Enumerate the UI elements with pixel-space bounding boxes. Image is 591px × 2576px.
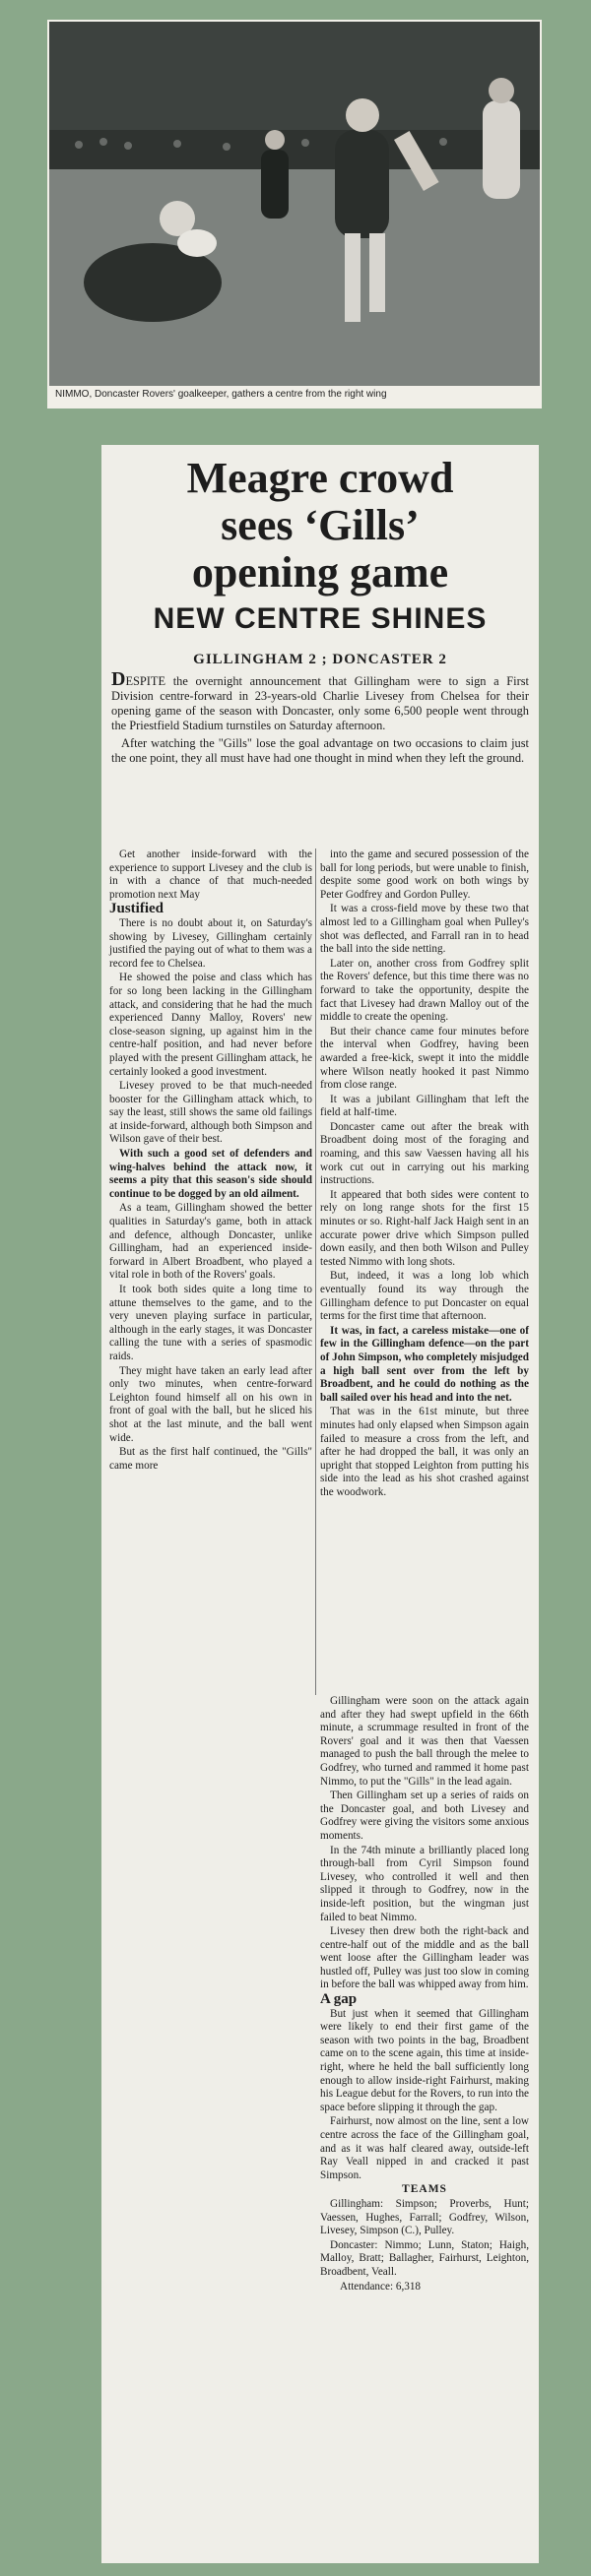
continuation-column: [320, 1695, 529, 2294]
drop-cap: D: [111, 668, 126, 690]
headline-line-1: Meagre crowd: [186, 454, 454, 502]
left-column-paragraph: As a team, Gillingham showed the better qualities in Saturday's game, both in attack and defence, although Doncaster, unlike Gillingham, had an experienced inside-forward in Albert Broadbent, who played a vital role in both of the Rovers' goals.: [109, 1202, 312, 1282]
right-column-paragraph: Later on, another cross from Godfrey split the Rovers' defence, but this time there was no forward to take the opportunity, despite the fact that Livesey had drawn Malloy out of the middle to create the opening.: [320, 957, 529, 1024]
teams-doncaster: Doncaster: Nimmo; Lunn, Staton; Haigh, Malloy, Bratt; Ballagher, Fairhurst, Leighton, Broadbent, Veall.: [320, 2238, 529, 2278]
continuation-paragraph: Livesey then drew both the right-back and centre-half out of the middle and as the ball went loose after the Gillingham leader was hustled off, Pulley was just too slow in coming in before the ball was whipped away from him.: [320, 1925, 529, 1991]
attendance: Attendance: 6,318: [340, 2280, 422, 2293]
right-column-paragraph: It was a jubilant Gillingham that left the field at half-time.: [320, 1093, 529, 1119]
intro-paragraph-1: DESPITE the overnight announcement that Gillingham were to sign a First Division centre-forward in 23-years-old Charlie Livesey from Chelsea for their opening game of the season with Doncaster, only some 6,500 people went through the Priestfield Stadium turnstiles on Saturday afternoon.: [111, 668, 529, 732]
teams-heading: TEAMS: [402, 2183, 447, 2196]
left-column-subhead: Justified: [109, 901, 164, 917]
right-column-paragraph: Doncaster came out after the break with Broadbent doing most of the foraging and roaming, and this saw Vaessen having all his work cut out in carrying out his marking instructions.: [320, 1120, 529, 1187]
newspaper-clipping: [101, 445, 539, 2563]
left-column-paragraph: With such a good set of defenders and wing-halves behind the attack now, it seems a pity that this season's side should continue to be dogged by an old ailment.: [109, 1148, 312, 1200]
left-column: [109, 848, 312, 1474]
right-column-paragraph: It was, in fact, a careless mistake—one of few in the Gillingham defence—on the part of John Simpson, who completely misjudged a high ball sent over from the left by Broadbent, and he could do nothing as the ball sailed over his head and into the net.: [320, 1324, 529, 1404]
left-column-paragraph: It took both sides quite a long time to attune themselves to the game, and to the very uneven playing surface in particular, although in the early stages, it was Doncaster calling the tune with a series of spasmodic raids.: [109, 1284, 312, 1362]
headline-line-2: sees ‘Gills’: [221, 501, 420, 549]
match-photo-illustration: [49, 22, 540, 386]
column-divider: [315, 848, 316, 1695]
continuation-paragraph: Gillingham were soon on the attack again and after they had swept upfield in the 66th minute, a scrummage resulted in front of the Rovers' goal and it was then that Vaessen managed to push the ball through the melee to Godfrey, who turned and rammed it home past Nimmo, to put the "Gills" in the lead again.: [320, 1695, 529, 1788]
right-column-paragraph: That was in the 61st minute, but three minutes had only elapsed when Simpson again failed to measure a cross from the left, and after he had dropped the ball, it was only an upright that stopped Leighton from putting his side into the lead as his shot crashed against the woodwork.: [320, 1406, 529, 1498]
right-column-paragraph: But their chance came four minutes before the interval when Godfrey, having been awarded a free-kick, swept it into the middle where Wilson neatly hooked it past Nimmo from close range.: [320, 1025, 529, 1092]
left-column-paragraph: They might have taken an early lead after only two minutes, when centre-forward Leighton found himself all on his own in front of goal with the ball, but he sliced his shot at the last minute, and the ball went wide.: [109, 1364, 312, 1444]
left-column-paragraph: Livesey proved to be that much-needed booster for the Gillingham attack which, to say the least, still shows the same old failings at inside-forward, although both Simpson and Wilson gave of their best.: [109, 1080, 312, 1146]
right-column: [320, 848, 529, 1501]
photo-frame: [47, 20, 542, 408]
left-column-paragraph: But as the first half continued, the "Gills" came more: [109, 1446, 312, 1472]
continuation-paragraph: Then Gillingham set up a series of raids on the Doncaster goal, and both Livesey and Godfrey were giving the visitors some anxious moments.: [320, 1790, 529, 1842]
headline-line-3: opening game: [191, 548, 449, 597]
left-column-paragraph: There is no doubt about it, on Saturday's showing by Livesey, Gillingham certainly justified the paying out of what to them was a record fee to Chelsea.: [109, 916, 312, 970]
continuation-body: [320, 1695, 529, 2182]
teams-gillingham: Gillingham: Simpson; Proverbs, Hunt; Vaessen, Hughes, Farrall; Godfrey, Wilson, Livesey, Simpson (C.), Pulley.: [320, 2197, 529, 2237]
right-column-paragraph: It appeared that both sides were content to rely on long range shots for the first 15 minutes or so. Right-half Jack Haigh sent in an accurate power drive which Simpson pulled down easily, and then both Wilson and Pulley tested Nimmo with long shots.: [320, 1188, 529, 1268]
continuation-paragraph: But just when it seemed that Gillingham were likely to end their first game of the season with two points in the bag, Broadbent came on to the scene again, this time at inside-right, where he held the ball sufficiently long enough to allow inside-right Fairhurst, making his League debut for the Rovers, to run into the space before slipping it through the gap.: [320, 2007, 529, 2113]
intro-paragraph-2: After watching the "Gills" lose the goal advantage on two occasions to claim just the one point, they all must have had one thought in mind when they left the ground.: [111, 736, 529, 765]
continuation-subhead: A gap: [320, 1991, 358, 2008]
continuation-paragraph: In the 74th minute a brilliantly placed long through-ball from Cyril Simpson found Livesey, who controlled it well and then slipped it through to Godfrey, now in the inside-left position, but the wingman just failed to beat Nimmo.: [320, 1844, 529, 1923]
left-column-paragraph: Get another inside-forward with the experience to support Livesey and the club is in with a chance of that much-needed promotion next May: [109, 848, 312, 901]
right-column-paragraph: But, indeed, it was a long lob which eventually found its way through the Gillingham defence to put Doncaster on equal terms for the first time that afternoon.: [320, 1270, 529, 1323]
article-intro: [111, 668, 529, 769]
score-line: GILLINGHAM 2 ; DONCASTER 2: [193, 652, 447, 667]
right-column-paragraph: into the game and secured possession of the ball for long periods, but were unable to finish, despite some good work on both wings by Peter Godfrey and Gordon Pulley.: [320, 848, 529, 901]
subheadline: NEW CENTRE SHINES: [153, 602, 488, 635]
left-column-paragraph: He showed the poise and class which has for so long been lacking in the Gillingham attack, and considering that he had the much experienced Danny Malloy, Rovers' new close-season signing, up against him in the centre-half position, and had never before played with the present Gillingham attack, he certainly looked a good investment.: [109, 972, 312, 1078]
photo-caption: NIMMO, Doncaster Rovers' goalkeeper, gathers a centre from the right wing: [55, 389, 387, 400]
match-photo: [49, 22, 540, 386]
continuation-paragraph: Fairhurst, now almost on the line, sent a low centre across the face of the Gillingham goal, and as it was half cleared away, outside-left Ray Veall nipped in and cracked it past Simpson.: [320, 2115, 529, 2181]
right-column-paragraph: It was a cross-field move by these two that almost led to a Gillingham goal when Pulley's shot was deflected, and Farrall ran in to head the ball into the side netting.: [320, 903, 529, 956]
